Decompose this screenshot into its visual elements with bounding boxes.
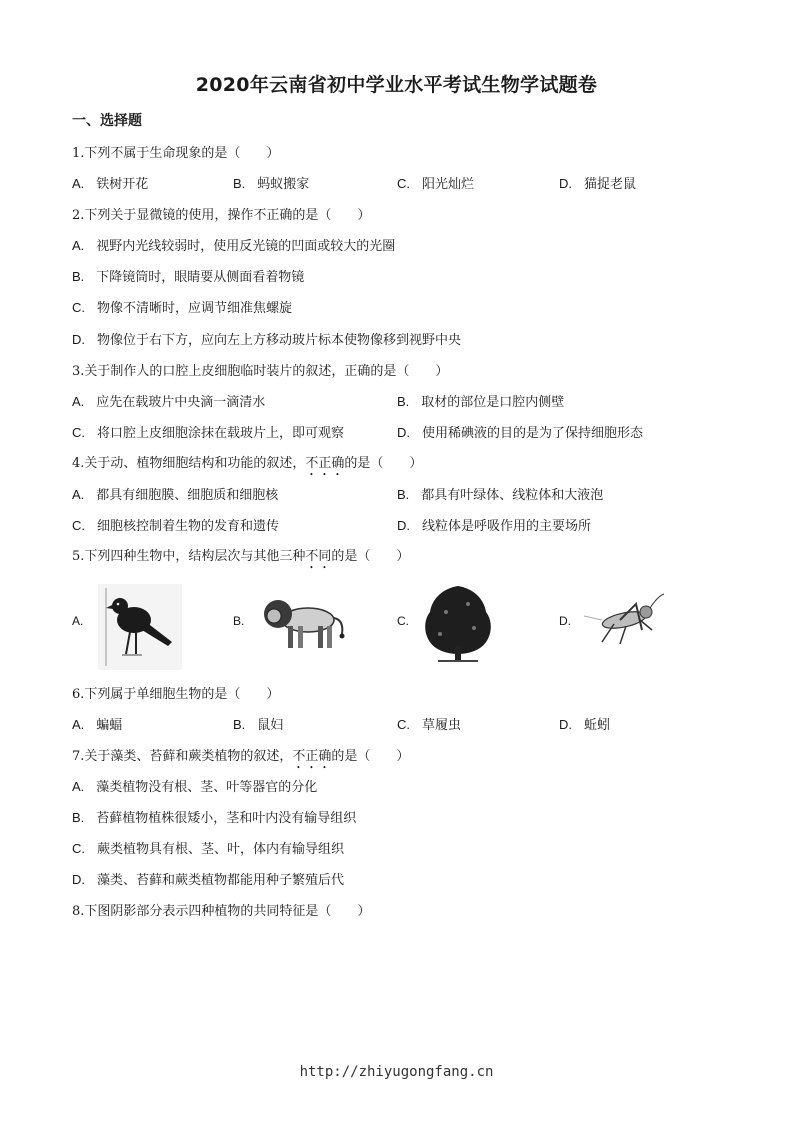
stem-text: 4.关于动、植物细胞结构和功能的叙述， bbox=[72, 456, 306, 471]
option-key: A. bbox=[72, 176, 85, 191]
option-key: C. bbox=[72, 518, 85, 533]
q2-option-d[interactable] bbox=[72, 329, 461, 348]
option-key: B. bbox=[233, 717, 246, 732]
option-key: B. bbox=[72, 810, 85, 825]
question-4-stem bbox=[72, 452, 422, 479]
option-key: C. bbox=[72, 300, 85, 315]
tree-image[interactable] bbox=[418, 582, 498, 668]
stem-text: 的是（ ） bbox=[331, 549, 410, 564]
option-text: 线粒体是呼吸作用的主要场所 bbox=[422, 519, 592, 534]
option-key: A. bbox=[72, 717, 85, 732]
option-key: A. bbox=[72, 487, 85, 502]
option-key: D. bbox=[72, 332, 85, 347]
option-key: C. bbox=[72, 841, 85, 856]
q1-option-d[interactable] bbox=[559, 173, 636, 192]
q7-option-b[interactable] bbox=[72, 807, 356, 826]
option-text: 下降镜筒时，眼睛要从侧面看着物镜 bbox=[96, 270, 305, 285]
emphasized-text: 不正确 bbox=[292, 749, 332, 764]
stem-text: 的是（ ） bbox=[331, 749, 410, 764]
q3-option-d[interactable] bbox=[397, 422, 643, 441]
stem-text: 7.关于藻类、苔藓和蕨类植物的叙述， bbox=[72, 749, 293, 764]
option-key: B. bbox=[397, 487, 410, 502]
option-key: B. bbox=[397, 394, 410, 409]
option-text: 草履虫 bbox=[422, 718, 462, 733]
option-text: 物像位于右下方，应向左上方移动玻片标本使物像移到视野中央 bbox=[97, 333, 462, 348]
stem-text: 的是（ ） bbox=[344, 456, 423, 471]
q3-option-b[interactable] bbox=[397, 391, 564, 410]
q6-option-b[interactable] bbox=[233, 714, 283, 733]
section-heading: 一、选择题 bbox=[72, 113, 142, 129]
option-key: A. bbox=[72, 779, 85, 794]
option-text: 使用稀碘液的目的是为了保持细胞形态 bbox=[422, 426, 644, 441]
question-8-stem: 8.下图阴影部分表示四种植物的共同特征是（ ） bbox=[72, 904, 371, 919]
q4-option-a[interactable] bbox=[72, 484, 278, 503]
lion-image[interactable] bbox=[258, 592, 348, 658]
q5-option-d-key[interactable]: D. bbox=[559, 614, 571, 628]
q4-option-c[interactable] bbox=[72, 515, 279, 534]
option-text: 取材的部位是口腔内侧壁 bbox=[421, 395, 565, 410]
q2-option-c[interactable] bbox=[72, 297, 292, 316]
q7-option-a[interactable] bbox=[72, 776, 317, 795]
option-key: D. bbox=[72, 872, 85, 887]
emphasized-text: 不同 bbox=[305, 549, 332, 564]
q6-option-a[interactable] bbox=[72, 714, 122, 733]
option-key: D. bbox=[397, 425, 410, 440]
option-key: B. bbox=[233, 176, 246, 191]
q1-option-b[interactable] bbox=[233, 173, 309, 192]
q6-option-d[interactable] bbox=[559, 714, 610, 733]
option-key: A. bbox=[72, 394, 85, 409]
option-text: 苔藓植物植株很矮小，茎和叶内没有输导组织 bbox=[96, 811, 357, 826]
option-key: C. bbox=[397, 717, 410, 732]
option-text: 物像不清晰时，应调节细准焦螺旋 bbox=[97, 301, 293, 316]
question-2-stem: 2.下列关于显微镜的使用，操作不正确的是（ ） bbox=[72, 208, 371, 223]
option-text: 都具有细胞膜、细胞质和细胞核 bbox=[96, 488, 279, 503]
option-text: 猫捉老鼠 bbox=[584, 177, 637, 192]
q1-option-c[interactable] bbox=[397, 173, 474, 192]
q5-option-c-key[interactable]: C. bbox=[397, 614, 409, 628]
q4-option-d[interactable] bbox=[397, 515, 591, 534]
emphasized-text: 不正确 bbox=[305, 456, 345, 471]
question-5-stem bbox=[72, 545, 409, 572]
question-7-stem bbox=[72, 745, 409, 772]
question-6-stem: 6.下列属于单细胞生物的是（ ） bbox=[72, 687, 280, 702]
option-text: 将口腔上皮细胞涂抹在载玻片上，即可观察 bbox=[97, 426, 345, 441]
option-key: D. bbox=[559, 176, 572, 191]
option-text: 藻类植物没有根、茎、叶等器官的分化 bbox=[96, 780, 318, 795]
option-key: A. bbox=[72, 238, 85, 253]
q2-option-b[interactable] bbox=[72, 266, 304, 285]
stem-text: 5.下列四种生物中，结构层次与其他三种 bbox=[72, 549, 306, 564]
q6-option-c[interactable] bbox=[397, 714, 461, 733]
option-text: 铁树开花 bbox=[96, 177, 149, 192]
option-text: 阳光灿烂 bbox=[422, 177, 475, 192]
q7-option-c[interactable] bbox=[72, 838, 344, 857]
option-text: 蕨类植物具有根、茎、叶，体内有输导组织 bbox=[97, 842, 345, 857]
q3-option-a[interactable] bbox=[72, 391, 265, 410]
option-text: 蚂蚁搬家 bbox=[257, 177, 310, 192]
question-3-stem: 3.关于制作人的口腔上皮细胞临时装片的叙述，正确的是（ ） bbox=[72, 364, 449, 379]
option-text: 应先在载玻片中央滴一滴清水 bbox=[96, 395, 266, 410]
option-text: 蚯蚓 bbox=[584, 718, 611, 733]
option-text: 藻类、苔藓和蕨类植物都能用种子繁殖后代 bbox=[97, 873, 345, 888]
option-key: C. bbox=[397, 176, 410, 191]
q5-option-a-key[interactable]: A. bbox=[72, 614, 84, 628]
page-title: 2020年云南省初中学业水平考试生物学试题卷 bbox=[195, 74, 598, 96]
option-text: 鼠妇 bbox=[257, 718, 284, 733]
q5-option-b-key[interactable]: B. bbox=[233, 614, 245, 628]
option-text: 细胞核控制着生物的发育和遗传 bbox=[97, 519, 280, 534]
q2-option-a[interactable] bbox=[72, 235, 395, 254]
bird-image[interactable] bbox=[98, 584, 182, 674]
grasshopper-image[interactable] bbox=[580, 590, 666, 656]
footer-url[interactable]: http://zhiyugongfang.cn bbox=[299, 1064, 494, 1080]
q1-option-a[interactable] bbox=[72, 173, 148, 192]
q3-option-c[interactable] bbox=[72, 422, 344, 441]
option-key: C. bbox=[72, 425, 85, 440]
q7-option-d[interactable] bbox=[72, 869, 344, 888]
option-key: D. bbox=[397, 518, 410, 533]
option-text: 视野内光线较弱时，使用反光镜的凹面或较大的光圈 bbox=[96, 239, 396, 254]
option-text: 都具有叶绿体、线粒体和大液泡 bbox=[421, 488, 604, 503]
question-1-stem: 1.下列不属于生命现象的是（ ） bbox=[72, 146, 280, 161]
q4-option-b[interactable] bbox=[397, 484, 603, 503]
option-key: B. bbox=[72, 269, 85, 284]
option-text: 蝙蝠 bbox=[96, 718, 123, 733]
option-key: D. bbox=[559, 717, 572, 732]
